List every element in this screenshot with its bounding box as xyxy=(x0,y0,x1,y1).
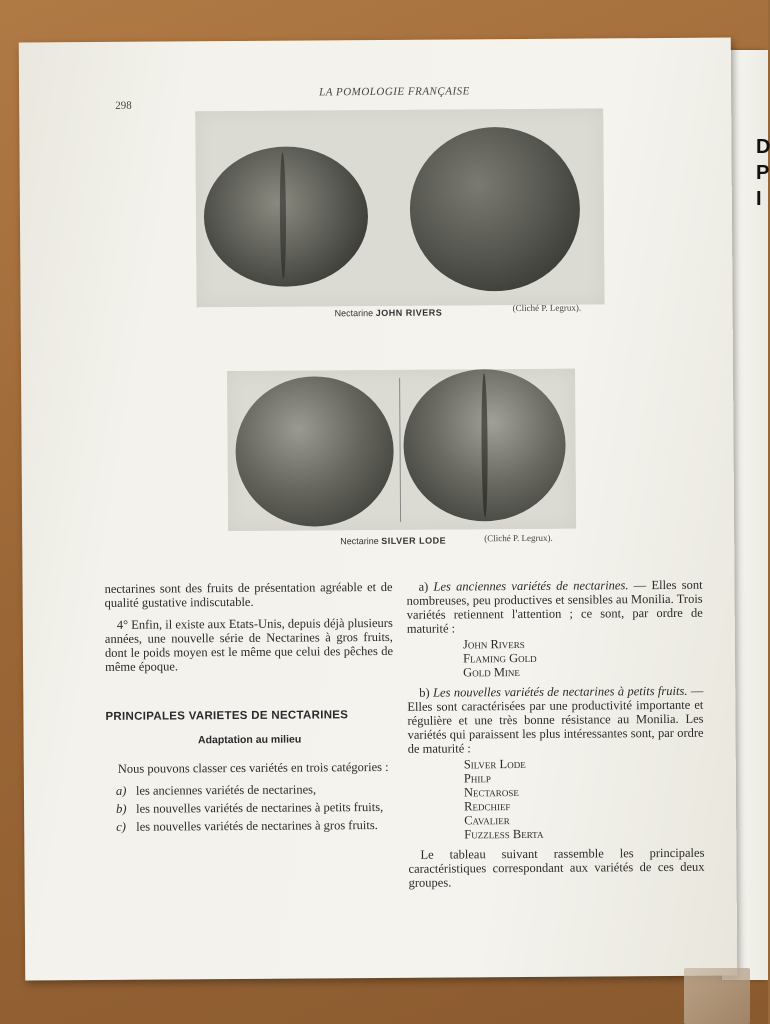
nectarine-fruit xyxy=(235,376,394,527)
list-item: Fuzzless Berta xyxy=(464,826,544,842)
figure-caption: Nectarine SILVER LODE xyxy=(340,535,447,547)
paragraph: nectarines sont des fruits de présentation agréable et de qualité gustative indiscutable. xyxy=(104,579,393,610)
left-column xyxy=(105,580,395,838)
variety-list xyxy=(464,756,705,842)
magazine-page xyxy=(19,38,738,981)
photo-divider xyxy=(399,378,401,522)
paragraph: Nous pouvons classer ces variétés en trois catégories : xyxy=(117,759,389,776)
photo-silver-lode xyxy=(227,369,576,531)
list-item: Nectarose xyxy=(463,785,519,800)
nectarine-fruit xyxy=(203,146,368,287)
nectarine-fruit xyxy=(403,369,566,522)
category-list xyxy=(106,782,394,834)
paragraph: b) Les nouvelles variétés de nectarines à petits fruits. — Elles sont caractérisées par une productivité importante et régulière et une très bonne résistance au Monilia. Les variétés qui paraissent les plus intéressantes sont, par ordre de maturité : xyxy=(407,683,704,756)
list-item: Redchief xyxy=(464,799,511,814)
running-head: LA POMOLOGIE FRANÇAISE xyxy=(319,85,470,99)
next-page-letter: P xyxy=(756,162,770,184)
figure-caption: Nectarine JOHN RIVERS xyxy=(334,307,443,319)
watermark-thumbnail xyxy=(684,968,750,1024)
list-item: a) les anciennes variétés de nectarines, xyxy=(115,782,317,798)
list-item: Flaming Gold xyxy=(462,650,537,666)
right-column xyxy=(406,578,704,890)
paragraph: a) Les anciennes variétés de nectarines. — Elles sont nombreuses, peu productives et sensibles au Monilia. Trois variétés retiennent l'attention ; ce sont, par ordre de maturité : xyxy=(406,577,703,636)
list-item: Silver Lode xyxy=(463,756,526,772)
list-item: John Rivers xyxy=(462,636,525,652)
page-number: 298 xyxy=(115,99,132,112)
list-item: Gold Mine xyxy=(463,665,520,680)
section-heading: PRINCIPALES VARIETES DE NECTARINES xyxy=(105,709,349,723)
sub-heading: Adaptation au milieu xyxy=(197,733,302,747)
variety-list xyxy=(463,636,703,680)
paragraph: 4° Enfin, il existe aux Etats-Unis, depuis déjà plusieurs années, une nouvelle série de Nectarines à gros fruits, dont le poids moyen est le même que celui des pêches de même époque. xyxy=(104,615,394,674)
paragraph: Le tableau suivant rassemble les principales caractéristiques correspondant aux variétés de ces deux groupes. xyxy=(408,845,705,890)
list-item: c) les nouvelles variétés de nectarines à gros fruits. xyxy=(116,818,378,834)
list-item: Cavalier xyxy=(464,813,510,828)
photo-credit: (Cliché P. Legrux). xyxy=(484,532,553,544)
nectarine-fruit xyxy=(409,127,580,292)
photo-credit: (Cliché P. Legrux). xyxy=(512,302,582,314)
next-page-letter: D xyxy=(756,136,770,158)
list-item: b) les nouvelles variétés de nectarines à petits fruits, xyxy=(116,799,384,816)
next-page-letter: I xyxy=(756,188,762,210)
photo-john-rivers xyxy=(195,108,604,307)
list-item: Philp xyxy=(463,771,491,786)
